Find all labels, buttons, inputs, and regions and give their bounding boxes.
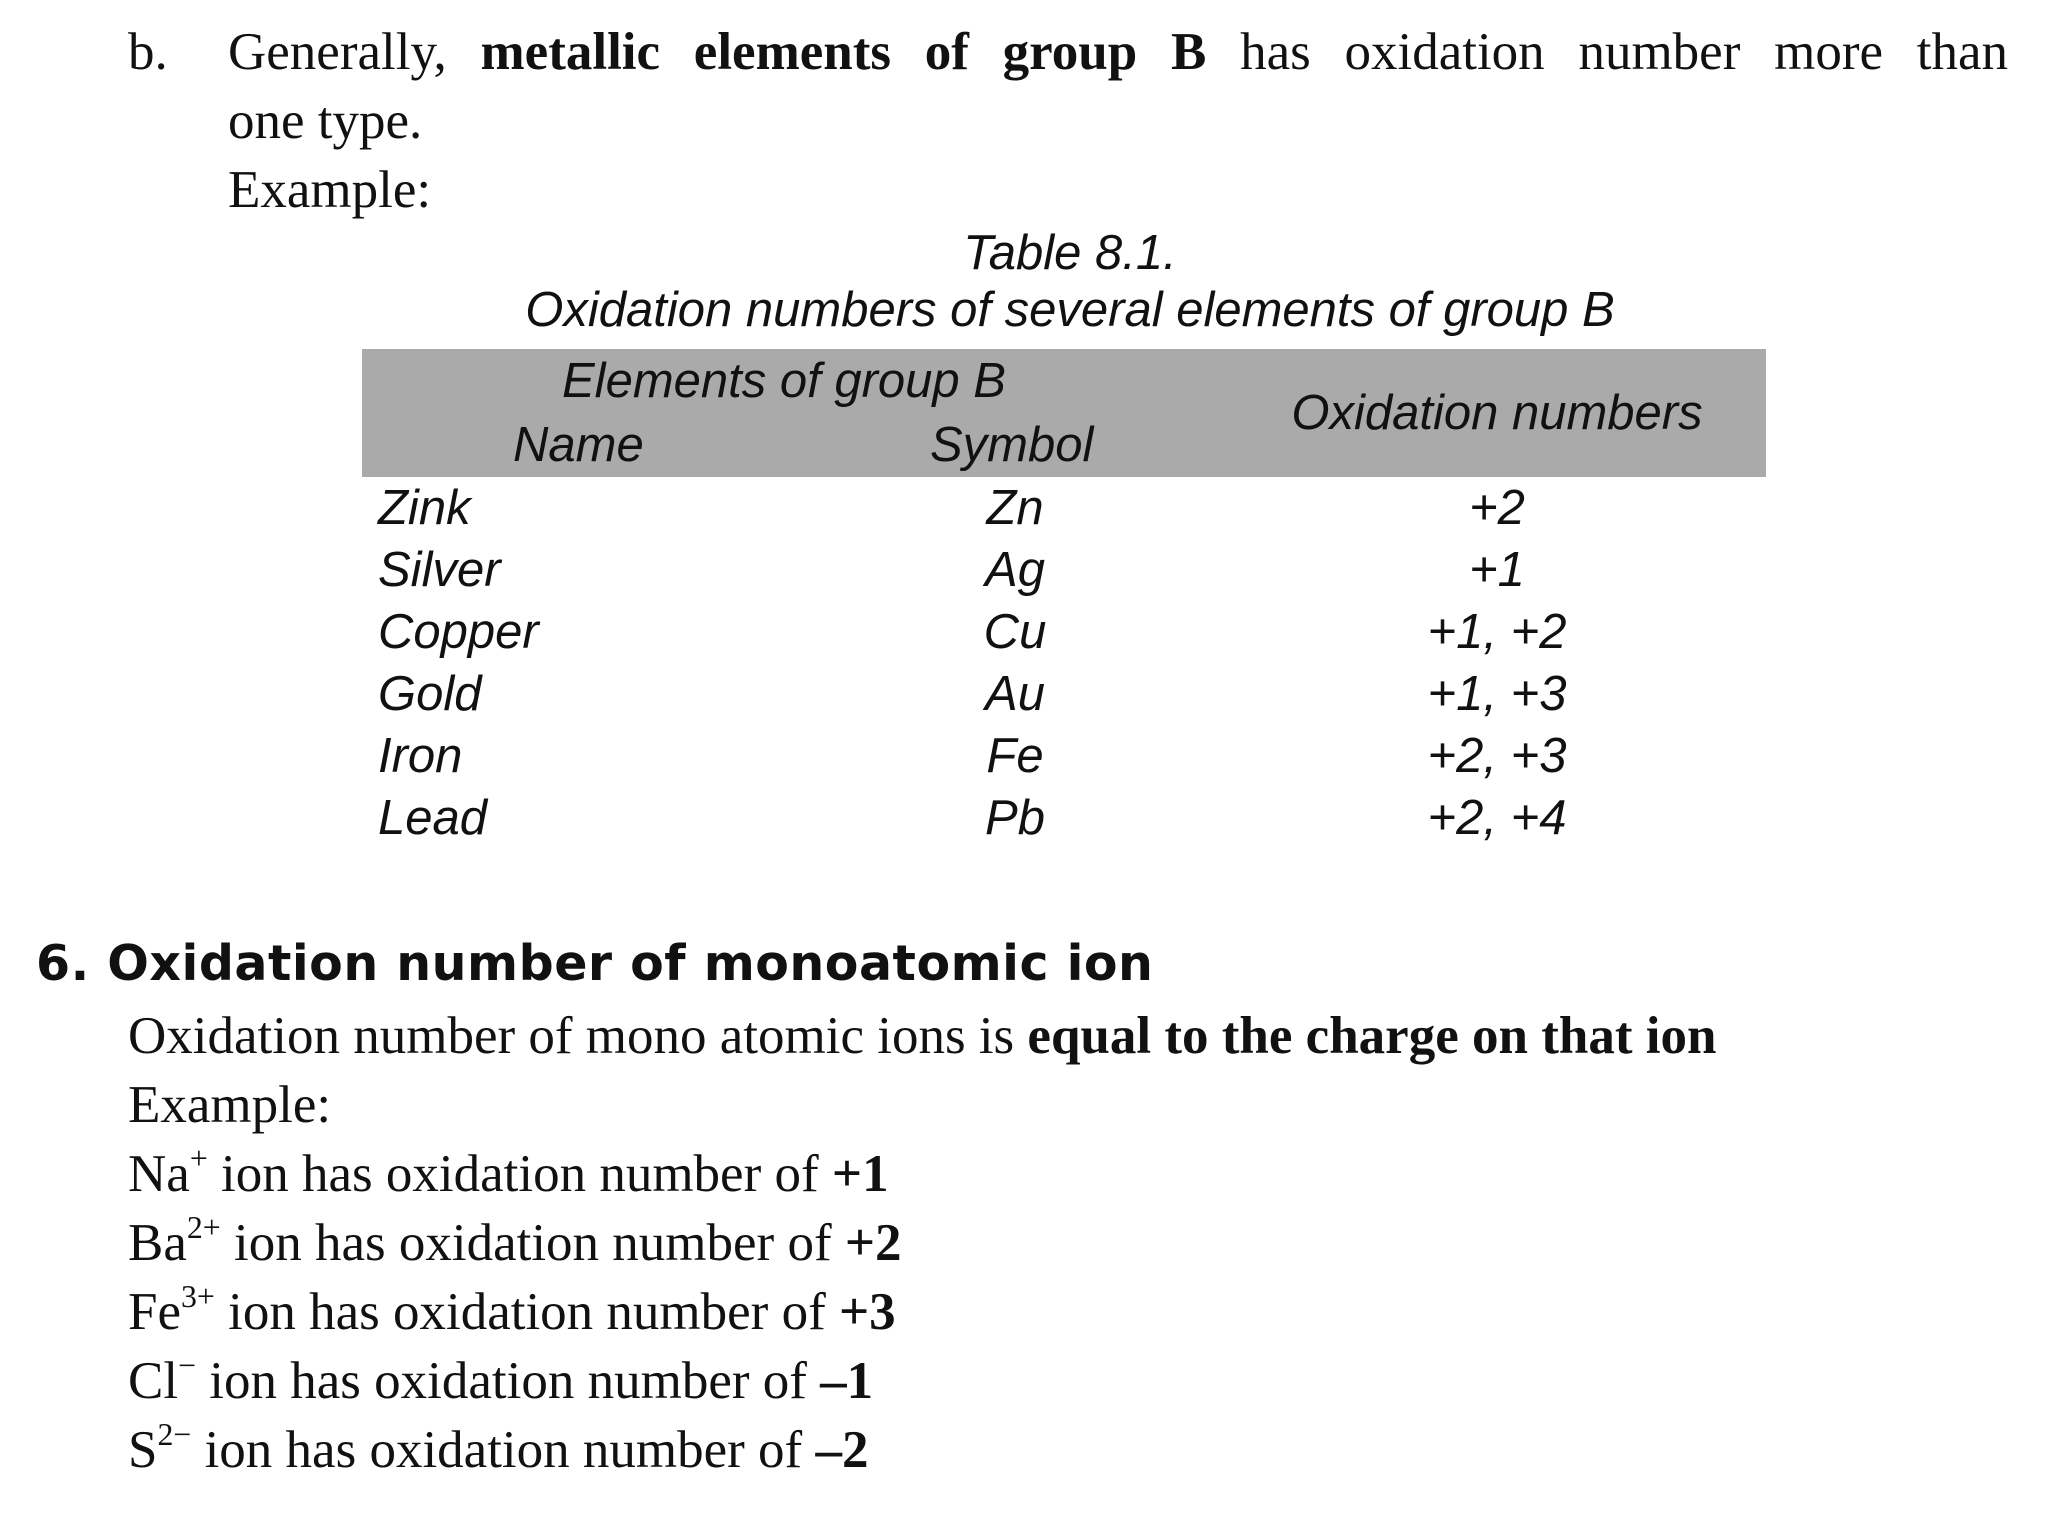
ion-example — [128, 1140, 889, 1203]
cell-oxidation: +2, +3 — [1427, 729, 1567, 783]
table-row — [0, 729, 2048, 794]
text-has-oxidation: has oxidation number more than — [1240, 23, 2009, 81]
header-symbol: Symbol — [930, 418, 1094, 472]
example-label: Example: — [128, 1076, 332, 1134]
cell-oxidation: +1, +2 — [1427, 605, 1567, 659]
cell-symbol: Pb — [985, 791, 1045, 845]
ion-value: +1 — [831, 1145, 889, 1203]
header-name: Name — [513, 418, 644, 472]
header-elements-group: Elements of group B — [562, 354, 1006, 408]
ion-value: –2 — [815, 1421, 869, 1479]
cell-name: Lead — [378, 791, 488, 845]
list-marker-b: b. — [128, 23, 168, 81]
ion-charge: − — [178, 1347, 197, 1383]
cell-name: Copper — [378, 605, 539, 659]
section-heading: 6. Oxidation number of monoatomic ion — [36, 935, 1154, 992]
example-label: Example: — [228, 161, 432, 219]
ion-text: ion has oxidation number of — [204, 1421, 803, 1479]
cell-symbol: Fe — [986, 729, 1044, 783]
ion-example — [128, 1347, 874, 1410]
table-row — [0, 605, 2048, 670]
cell-oxidation: +1, +3 — [1427, 667, 1567, 721]
text-generally: Generally, — [228, 23, 447, 81]
ion-example — [128, 1209, 902, 1272]
ion-charge: + — [189, 1140, 208, 1176]
ion-text: ion has oxidation number of — [233, 1214, 832, 1272]
cell-symbol: Ag — [985, 543, 1045, 597]
ion-charge: 2− — [157, 1416, 192, 1452]
rule-emphasis: equal to the charge on that ion — [1027, 1007, 1717, 1065]
cell-name: Silver — [378, 543, 501, 597]
table-caption-number: Table 8.1. — [963, 226, 1177, 280]
text-metallic-elements: metallic elements of group B — [480, 23, 1207, 81]
cell-name: Iron — [378, 729, 463, 783]
ion-text: ion has oxidation number of — [209, 1352, 807, 1410]
header-oxidation-numbers: Oxidation numbers — [1291, 386, 1703, 440]
paragraph-line-1 — [228, 23, 2009, 81]
rule-text: Oxidation number of mono atomic ions is — [128, 1007, 1015, 1065]
ion-value: +2 — [844, 1214, 902, 1272]
ion-charge: 3+ — [181, 1278, 215, 1314]
cell-name: Zink — [378, 481, 471, 535]
table-row — [0, 481, 2048, 546]
ion-example — [128, 1278, 896, 1341]
ion-value: –1 — [820, 1352, 874, 1410]
cell-name: Gold — [378, 667, 482, 721]
cell-symbol: Zn — [986, 481, 1044, 535]
cell-symbol: Au — [985, 667, 1045, 721]
table-row — [0, 791, 2048, 856]
ion-symbol: Cl — [128, 1352, 179, 1410]
ion-text: ion has oxidation number of — [228, 1283, 826, 1341]
cell-oxidation: +2 — [1469, 481, 1525, 535]
ion-symbol: S — [128, 1421, 158, 1479]
table-caption-title: Oxidation numbers of several elements of group B — [525, 283, 1615, 337]
rule-statement — [128, 1007, 1717, 1065]
ion-symbol: Ba — [128, 1214, 187, 1272]
table-row — [0, 667, 2048, 732]
table-row — [0, 543, 2048, 608]
paragraph-line-2: one type. — [228, 92, 423, 150]
ion-charge: 2+ — [186, 1209, 221, 1245]
ion-example — [128, 1416, 869, 1479]
ion-text: ion has oxidation number of — [221, 1145, 819, 1203]
cell-oxidation: +2, +4 — [1427, 791, 1567, 845]
cell-symbol: Cu — [983, 605, 1047, 659]
cell-oxidation: +1 — [1469, 543, 1525, 597]
ion-value: +3 — [838, 1283, 896, 1341]
ion-symbol: Fe — [128, 1283, 181, 1341]
ion-symbol: Na — [128, 1145, 190, 1203]
